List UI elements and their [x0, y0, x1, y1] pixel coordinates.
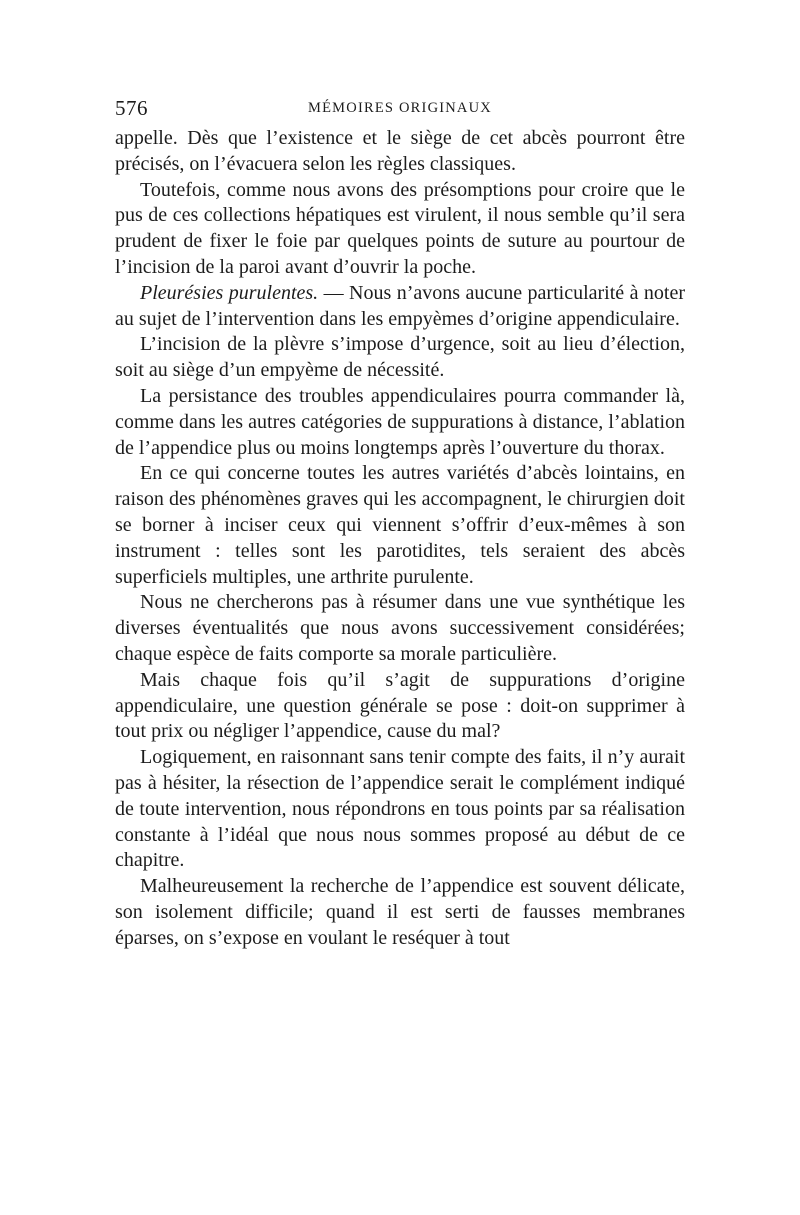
paragraph: [115, 874, 685, 951]
paragraph-text: — Nous n’avons aucune particularité à noter au sujet de l’intervention dans les empyèmes d’origine appendiculaire.: [115, 281, 685, 330]
paragraph: [115, 384, 685, 461]
paragraph-text: Mais chaque fois qu’il s’agit de suppurations d’origine appendiculaire, une question générale se pose : doit-on supprimer à tout prix ou négliger l’appendice, cause du mal?: [115, 668, 685, 743]
paragraph-text: En ce qui concerne toutes les autres variétés d’abcès lointains, en raison des phénomènes graves qui les accompagnent, le chirurgien doit se borner à inciser ceux qui viennent s’offrir d’eux-mêmes à son instrument : telles sont les parotidites, tels seraient des abcès superficiels multiples, une arthrite purulente.: [115, 462, 685, 588]
body-text: [115, 126, 685, 952]
section-heading-italic: Pleurésies purulentes.: [140, 281, 319, 304]
paragraph: [115, 461, 685, 590]
paragraph: [115, 332, 685, 384]
running-title: MÉMOIRES ORIGINAUX: [308, 100, 492, 116]
paragraph-text: Malheureusement la recherche de l’appendice est souvent délicate, son isolement difficile; quand il est serti de fausses membranes éparses, on s’expose en voulant le reséquer à tout: [115, 875, 685, 949]
paragraph-text: appelle. Dès que l’existence et le siège de cet abcès pourront être précisés, on l’évacuera selon les règles classiques.: [115, 127, 685, 175]
paragraph: [115, 281, 685, 333]
paragraph-text: Toutefois, comme nous avons des présomptions pour croire que le pus de ces collections hépatiques est virulent, il nous semble qu’il sera prudent de fixer le foie par quelques points de suture au pourtour de l’incision de la paroi avant d’ouvrir la poche.: [115, 178, 685, 278]
page-number: 576: [115, 96, 148, 120]
paragraph-text: Nous ne chercherons pas à résumer dans une vue synthétique les diverses éventualités que nous avons successivement considérées; chaque espèce de faits comporte sa morale particulière.: [115, 591, 685, 665]
paragraph: [115, 178, 685, 281]
paragraph: [115, 668, 685, 745]
paragraph: [115, 745, 685, 874]
page-header: [115, 96, 685, 126]
paragraph-text: La persistance des troubles appendiculaires pourra commander là, comme dans les autres catégories de suppurations à distance, l’ablation de l’appendice plus ou moins longtemps après l’ouverture du thorax.: [115, 384, 685, 459]
paragraph-text: L’incision de la plèvre s’impose d’urgence, soit au lieu d’élection, soit au siège d’un empyème de nécessité.: [115, 333, 685, 382]
paragraph: [115, 590, 685, 667]
paragraph-text: Logiquement, en raisonnant sans tenir compte des faits, il n’y aurait pas à hésiter, la résection de l’appendice serait le complément indiqué de toute intervention, nous répondrons en tous points par sa réalisation constante à l’idéal que nous nous sommes proposé au début de ce chapitre.: [115, 746, 685, 872]
paragraph: [115, 126, 685, 178]
